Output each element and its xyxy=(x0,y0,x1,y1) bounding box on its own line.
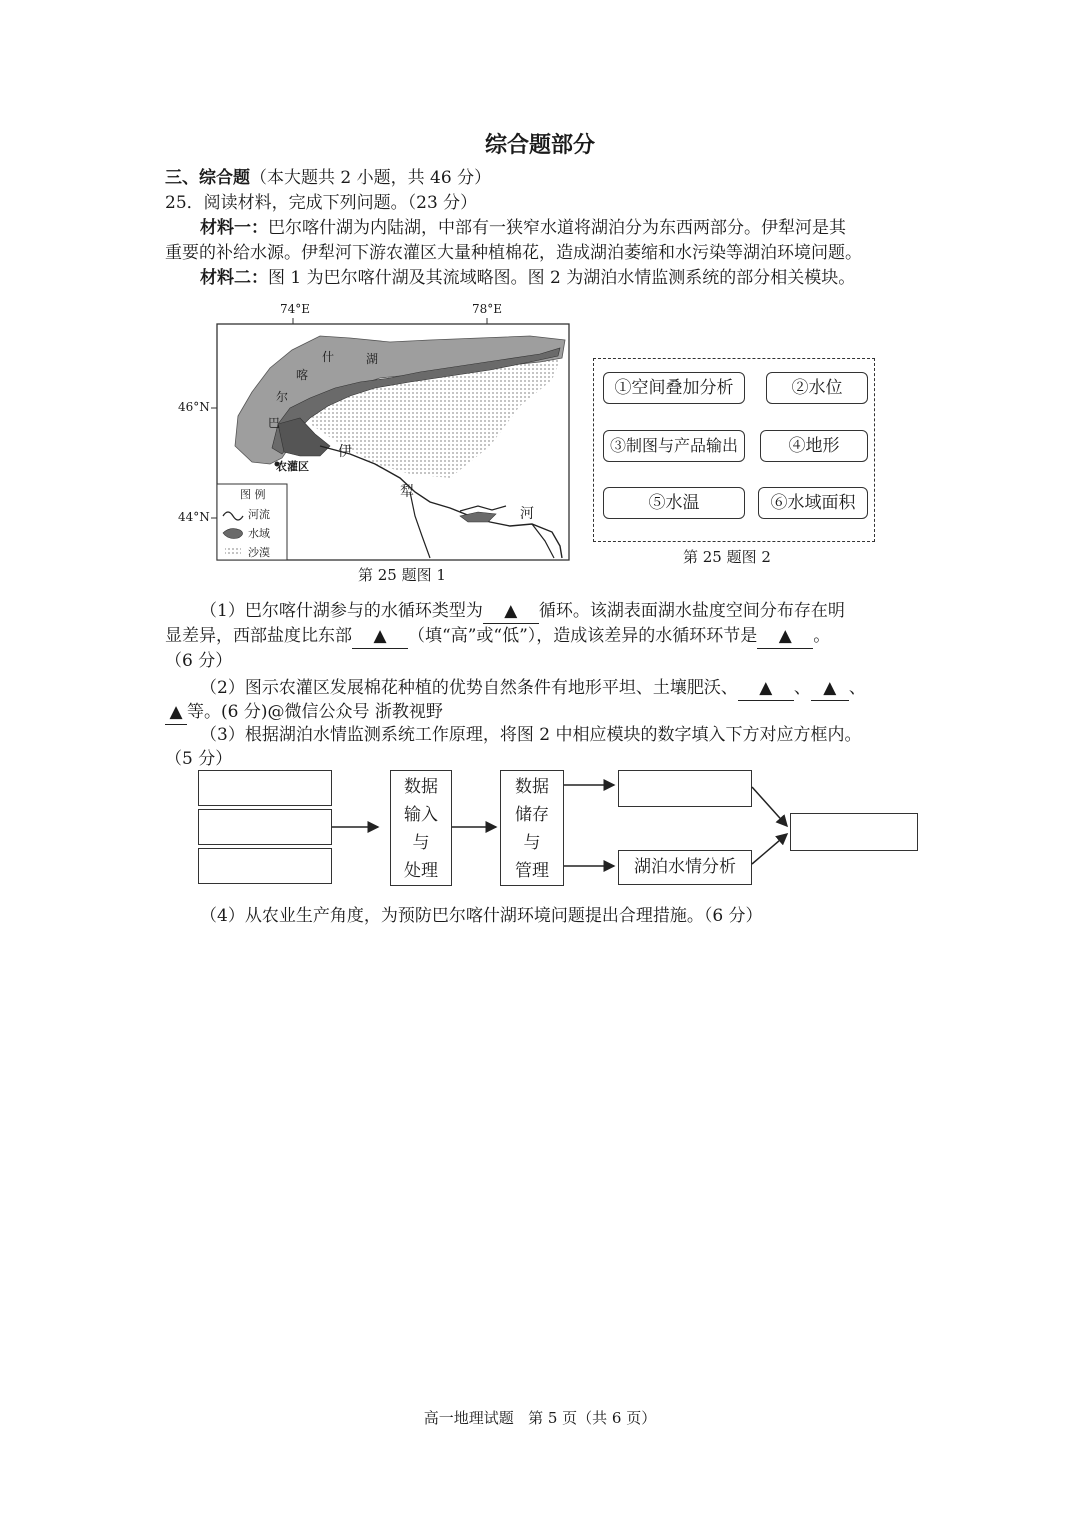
legend-desert-label: 沙漠 xyxy=(248,546,270,559)
figure-1-caption: 第 25 题图 1 xyxy=(358,566,446,584)
map-label-he: 河 xyxy=(520,506,534,522)
lat-label-44: 44°N xyxy=(178,510,210,524)
q3-score: （5 分） xyxy=(165,749,233,769)
q1-text-d: （填“高”或“低”），造成该差异的水循环环节是 xyxy=(408,626,758,646)
legend-river-label: 河流 xyxy=(248,508,270,521)
legend-title: 图 例 xyxy=(240,488,266,501)
q3-line-1: （3）根据湖泊水情监测系统工作原理，将图 2 中相应模块的数字填入下方对应方框内。 xyxy=(200,725,862,745)
module-1: ①空间叠加分析 xyxy=(603,372,745,404)
material-2-text: 图 1 为巴尔喀什湖及其流域略图。图 2 为湖泊水情监测系统的部分相关模块。 xyxy=(268,268,856,288)
flow-box-2-line-1: 数据 xyxy=(515,777,549,797)
section-note: （本大题共 2 小题，共 46 分） xyxy=(250,168,492,188)
q1-text-e: 。 xyxy=(813,626,831,646)
material-1-line-2: 重要的补给水源。伊犁河下游农灌区大量种植棉花，造成湖泊萎缩和水污染等湖泊环境问题。 xyxy=(165,243,862,263)
map-label-ba: 巴 xyxy=(268,416,281,430)
flow-box-2-line-4: 管理 xyxy=(515,861,549,881)
arrow-analysis-to-output xyxy=(752,834,787,864)
lat-label-46: 46°N xyxy=(178,400,210,414)
map-label-yi: 伊 xyxy=(338,444,352,460)
page-title: 综合题部分 xyxy=(484,133,595,158)
q1-text-a: （1）巴尔喀什湖参与的水循环类型为 xyxy=(200,601,483,621)
flow-box-1-line-2: 输入 xyxy=(404,805,438,825)
module-6: ⑥水域面积 xyxy=(758,487,868,519)
flow-box-1-line-1: 数据 xyxy=(404,777,438,797)
map-label-ka: 喀 xyxy=(296,368,309,382)
q1-text-c: 显差异，西部盐度比东部 xyxy=(165,626,352,646)
material-1-text: 巴尔喀什湖为内陆湖，中部有一狭窄水道将湖泊分为东西两部分。伊犁河是其 xyxy=(268,218,846,238)
map-label-hu: 湖 xyxy=(366,352,379,366)
page-footer: 高一地理试题 第 5 页（共 6 页） xyxy=(423,1409,657,1427)
arrow-upper-to-output xyxy=(752,787,787,826)
q2-blank-1: ▲ xyxy=(738,676,794,701)
q4-line: （4）从农业生产角度，为预防巴尔喀什湖环境问题提出合理措施。（6 分） xyxy=(200,906,763,926)
q1-blank-2: ▲ xyxy=(352,624,408,649)
flow-box-1-line-3: 与 xyxy=(412,833,430,853)
q1-blank-3: ▲ xyxy=(757,624,813,649)
map-label-farm: 农灌区 xyxy=(276,460,309,473)
q2-blank-3: ▲ xyxy=(165,700,187,725)
lon-label-74: 74°E xyxy=(280,302,311,316)
flow-box-2-line-3: 与 xyxy=(523,833,541,853)
q1-blank-1: ▲ xyxy=(483,599,539,624)
flow-box-lake-analysis: 湖泊水情分析 xyxy=(618,850,752,885)
flow-box-1-line-4: 处理 xyxy=(404,861,438,881)
q2-sep-1: 、 xyxy=(793,678,811,698)
module-3: ③制图与产品输出 xyxy=(603,430,745,462)
module-5: ⑤水温 xyxy=(603,487,745,519)
map-label-er: 尔 xyxy=(276,390,289,404)
q2-text-b: 等。(6 分)@微信公众号 浙教视野 xyxy=(187,702,443,722)
legend-water-label: 水域 xyxy=(248,527,270,540)
q1-text-b: 循环。该湖表面湖水盐度空间分布存在明 xyxy=(538,601,845,621)
q2-text-a: （2）图示农灌区发展棉花种植的优势自然条件有地形平坦、土壤肥沃、 xyxy=(200,678,738,698)
map-label-shi: 什 xyxy=(322,350,335,364)
flow-box-2-line-2: 储存 xyxy=(515,805,549,825)
map-label-li: 犁 xyxy=(400,484,414,500)
material-1-label: 材料一： xyxy=(200,218,268,238)
q1-score: （6 分） xyxy=(165,651,233,671)
material-2-label: 材料二： xyxy=(200,268,268,288)
q2-sep-2: 、 xyxy=(848,678,866,698)
section-head: 三、综合题 xyxy=(165,168,250,188)
module-2: ②水位 xyxy=(766,372,868,404)
lon-label-78: 78°E xyxy=(472,302,503,316)
question-25-stem: 25．阅读材料，完成下列问题。（23 分） xyxy=(165,193,478,213)
figure-2-caption: 第 25 题图 2 xyxy=(683,548,771,566)
module-4: ④地形 xyxy=(760,430,868,462)
q2-blank-2: ▲ xyxy=(811,676,849,701)
